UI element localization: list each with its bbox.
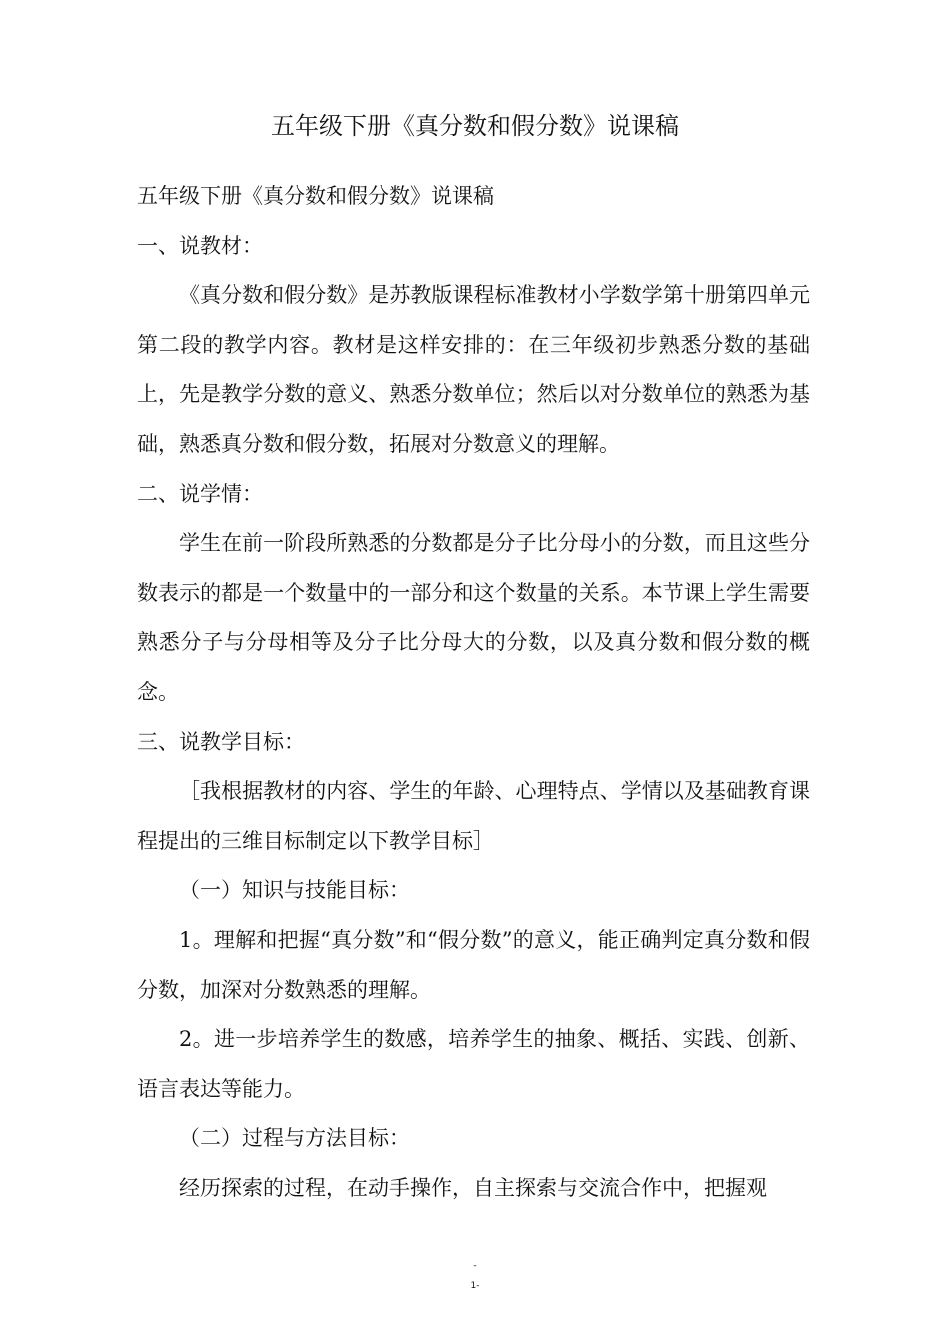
subheading-knowledge-skills: （一）知识与技能目标： — [179, 878, 410, 903]
objectives-intro-paragraph: ［我根据教材的内容、学生的年龄、心理特点、学情以及基础教育课程提出的三维目标制定以下教学目标］ — [137, 779, 810, 853]
subheading-process-method: （二）过程与方法目标： — [179, 1126, 410, 1151]
section-heading-students: 二、说学情： — [137, 481, 263, 506]
document-title: 五年级下册《真分数和假分数》说课稿 — [271, 112, 679, 140]
section-heading-textbook: 一、说教材： — [137, 233, 263, 258]
students-paragraph: 学生在前一阶段所熟悉的分数都是分子比分母小的分数，而且这些分数表示的都是一个数量中的一部分和这个数量的关系。本节课上学生需要熟悉分子与分母相等及分子比分母大的分数，以及真分数和假分数的概念。 — [137, 531, 810, 704]
footer-dash: - — [473, 1261, 477, 1271]
textbook-paragraph: 《真分数和假分数》是苏教版课程标准教材小学数学第十册第四单元第二段的教学内容。教材是这样安排的：在三年级初步熟悉分数的基础上，先是教学分数的意义、熟悉分数单位；然后以对分数单位的熟悉为基础，熟悉真分数和假分数，拓展对分数意义的理解。 — [137, 283, 810, 456]
page-number: 1- — [470, 1281, 480, 1291]
objective-item-1: 1。理解和把握“真分数”和“假分数”的意义，能正确判定真分数和假分数，加深对分数熟悉的理解。 — [137, 927, 810, 1002]
document-body — [137, 172, 810, 1213]
subtitle-paragraph: 五年级下册《真分数和假分数》说课稿 — [137, 184, 494, 208]
section-heading-objectives: 三、说教学目标： — [137, 729, 305, 754]
process-paragraph: 经历探索的过程，在动手操作，自主探索与交流合作中，把握观 — [179, 1175, 767, 1200]
objective-item-2: 2。进一步培养学生的数感，培养学生的抽象、概括、实践、创新、语言表达等能力。 — [137, 1027, 810, 1101]
